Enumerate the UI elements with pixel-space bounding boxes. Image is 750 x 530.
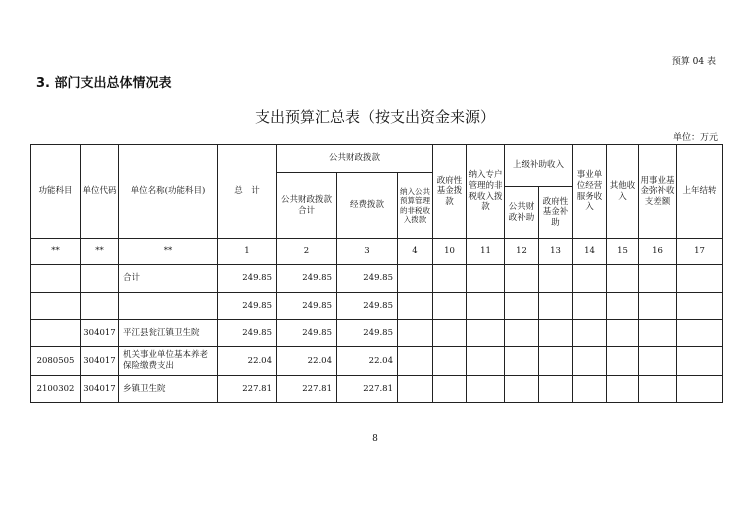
operating-cell: 249.85 [337, 320, 398, 347]
operating-cell: 22.04 [337, 347, 398, 376]
total-cell: 249.85 [218, 265, 277, 293]
public-finance-total-cell: 249.85 [277, 293, 337, 320]
header-special-non-tax: 纳入专户管理的非税收入拨款 [467, 145, 505, 239]
public-finance-total-cell: 227.81 [277, 376, 337, 403]
header-public-finance: 公共财政拨款 [277, 145, 433, 173]
func-subject-cell: 2100302 [31, 376, 81, 403]
header-fund-compensation: 用事业基金弥补收支差额 [639, 145, 677, 239]
unit-name-cell: 乡镇卫生院 [119, 376, 218, 403]
table-row [31, 347, 723, 376]
col-code: ** [119, 239, 218, 265]
header-gov-fund: 政府性基金拨款 [433, 145, 467, 239]
header-row-1 [31, 145, 723, 173]
total-cell: 249.85 [218, 293, 277, 320]
col-code: 14 [573, 239, 607, 265]
header-public-fin-subsidy: 公共财政补助 [505, 187, 539, 239]
unit-code-cell [81, 265, 119, 293]
func-subject-cell: 2080505 [31, 347, 81, 376]
column-code-row [31, 239, 723, 265]
section-title: 3. 部门支出总体情况表 [36, 76, 172, 91]
col-code: 4 [398, 239, 433, 265]
table-row [31, 293, 723, 320]
table-row [31, 320, 723, 347]
col-code: 2 [277, 239, 337, 265]
header-carryover: 上年结转 [677, 145, 723, 239]
unit-name-cell: 机关事业单位基本养老保险缴费支出 [119, 347, 218, 376]
total-cell: 22.04 [218, 347, 277, 376]
form-number: 预算 04 表 [671, 57, 716, 67]
header-other-income: 其他收入 [607, 145, 639, 239]
header-business-income: 事业单位经营服务收入 [573, 145, 607, 239]
total-cell: 249.85 [218, 320, 277, 347]
col-code: ** [81, 239, 119, 265]
col-code: 13 [539, 239, 573, 265]
col-code: 15 [607, 239, 639, 265]
col-code: 16 [639, 239, 677, 265]
col-code: 1 [218, 239, 277, 265]
unit-name-cell: 合计 [119, 265, 218, 293]
public-finance-total-cell: 249.85 [277, 320, 337, 347]
col-code: 10 [433, 239, 467, 265]
col-code: 3 [337, 239, 398, 265]
col-code: 12 [505, 239, 539, 265]
header-gov-fund-subsidy: 政府性基金补助 [539, 187, 573, 239]
public-finance-total-cell: 249.85 [277, 265, 337, 293]
budget-table [30, 144, 723, 403]
header-unit-name: 单位名称(功能科目) [119, 145, 218, 239]
unit-name-cell: 平江县瓮江镇卫生院 [119, 320, 218, 347]
header-upper-subsidy: 上级补助收入 [505, 145, 573, 187]
header-public-finance-total: 公共财政拨款合计 [277, 173, 337, 239]
unit-code-cell: 304017 [81, 320, 119, 347]
header-non-tax-public: 纳入公共预算管理的非税收入拨款 [398, 173, 433, 239]
unit-code-cell: 304017 [81, 347, 119, 376]
unit-code-cell: 304017 [81, 376, 119, 403]
header-unit-code: 单位代码 [81, 145, 119, 239]
table-title: 支出预算汇总表（按支出资金来源） [254, 108, 495, 126]
total-cell: 227.81 [218, 376, 277, 403]
unit-label: 单位：万元 [672, 133, 718, 143]
col-code: 17 [677, 239, 723, 265]
header-total: 总 计 [218, 145, 277, 239]
page-number: 8 [372, 434, 378, 444]
operating-cell: 249.85 [337, 293, 398, 320]
func-subject-cell [31, 293, 81, 320]
unit-name-cell [119, 293, 218, 320]
table-row [31, 265, 723, 293]
header-func-subject: 功能科目 [31, 145, 81, 239]
public-finance-total-cell: 22.04 [277, 347, 337, 376]
func-subject-cell [31, 265, 81, 293]
unit-code-cell [81, 293, 119, 320]
col-code: 11 [467, 239, 505, 265]
header-operating: 经费拨款 [337, 173, 398, 239]
operating-cell: 227.81 [337, 376, 398, 403]
table-row [31, 376, 723, 403]
func-subject-cell [31, 320, 81, 347]
col-code: ** [31, 239, 81, 265]
operating-cell: 249.85 [337, 265, 398, 293]
